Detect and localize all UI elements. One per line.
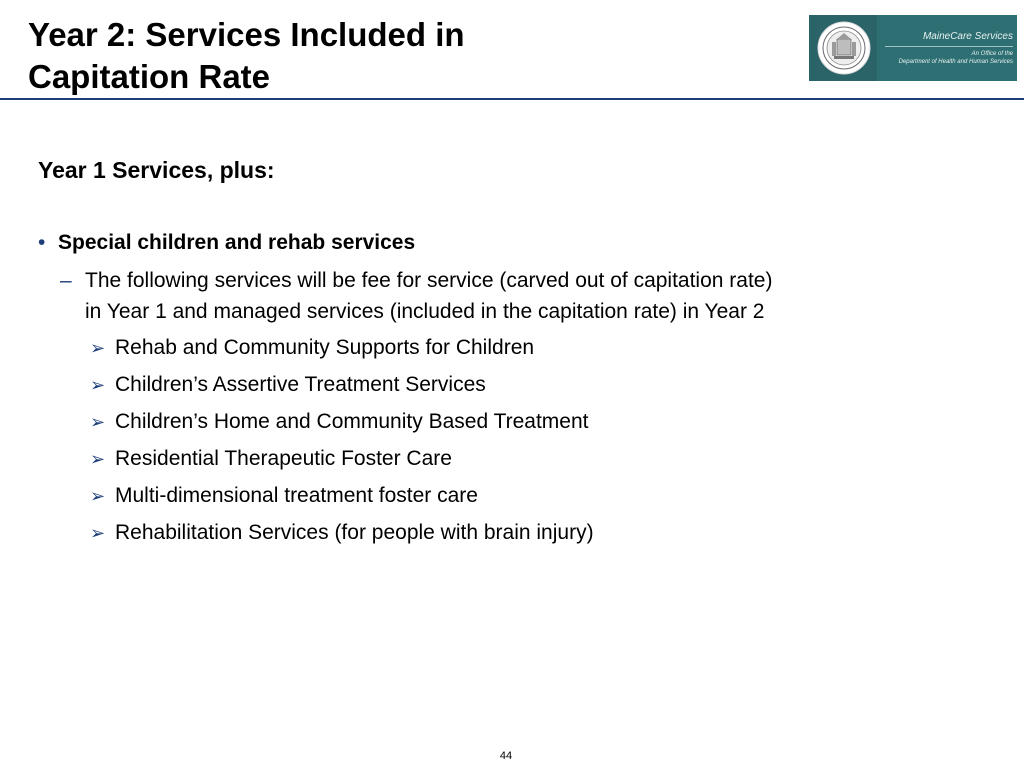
title-divider <box>0 98 1024 100</box>
slide-title-line-2: Capitation Rate <box>28 58 271 95</box>
list-item <box>90 443 594 480</box>
level2-dash-item <box>60 265 940 327</box>
arrow-bullet-icon: ➢ <box>90 523 106 543</box>
service-label: Children’s Home and Community Based Treatment <box>115 410 589 433</box>
service-label: Children’s Assertive Treatment Services <box>115 373 486 396</box>
services-list <box>90 332 594 554</box>
service-label: Residential Therapeutic Foster Care <box>115 447 452 470</box>
state-seal-icon <box>816 20 872 76</box>
arrow-bullet-icon: ➢ <box>90 412 106 432</box>
service-label: Multi-dimensional treatment foster care <box>115 484 478 507</box>
logo-subtitle-line-1: An Office of the <box>971 51 1013 57</box>
list-item <box>90 332 594 369</box>
arrow-bullet-icon: ➢ <box>90 449 106 469</box>
list-item <box>90 517 594 554</box>
list-item <box>90 369 594 406</box>
level1-text: Special children and rehab services <box>58 231 416 254</box>
logo-subtitle <box>879 50 1013 66</box>
slide-title-line-1: Year 2: Services Included in <box>28 16 465 53</box>
lead-heading: Year 1 Services, plus: <box>38 157 275 183</box>
logo-subtitle-line-2: Department of Health and Human Services <box>898 59 1013 65</box>
service-label: Rehab and Community Supports for Children <box>115 336 535 359</box>
level2-text-line-2: in Year 1 and managed services (included in the capitation rate) in Year 2 <box>85 300 765 323</box>
list-item <box>90 480 594 517</box>
arrow-bullet-icon: ➢ <box>90 375 106 395</box>
mainecare-logo <box>809 15 1017 81</box>
slide-title <box>28 14 628 98</box>
service-label: Rehabilitation Services (for people with brain injury) <box>115 521 594 544</box>
list-item <box>90 406 594 443</box>
logo-name: MaineCare Services <box>922 31 1013 42</box>
logo-divider <box>885 46 1013 47</box>
arrow-bullet-icon: ➢ <box>90 338 106 358</box>
arrow-bullet-icon: ➢ <box>90 486 106 506</box>
level1-bullet-item <box>38 228 415 258</box>
level2-text-line-1: The following services will be fee for service (carved out of capitation rate) <box>85 269 773 292</box>
logo-seal-box <box>809 15 877 81</box>
page-number: 44 <box>499 750 513 762</box>
bullet-icon: • <box>38 231 46 254</box>
dash-icon: – <box>60 269 72 292</box>
